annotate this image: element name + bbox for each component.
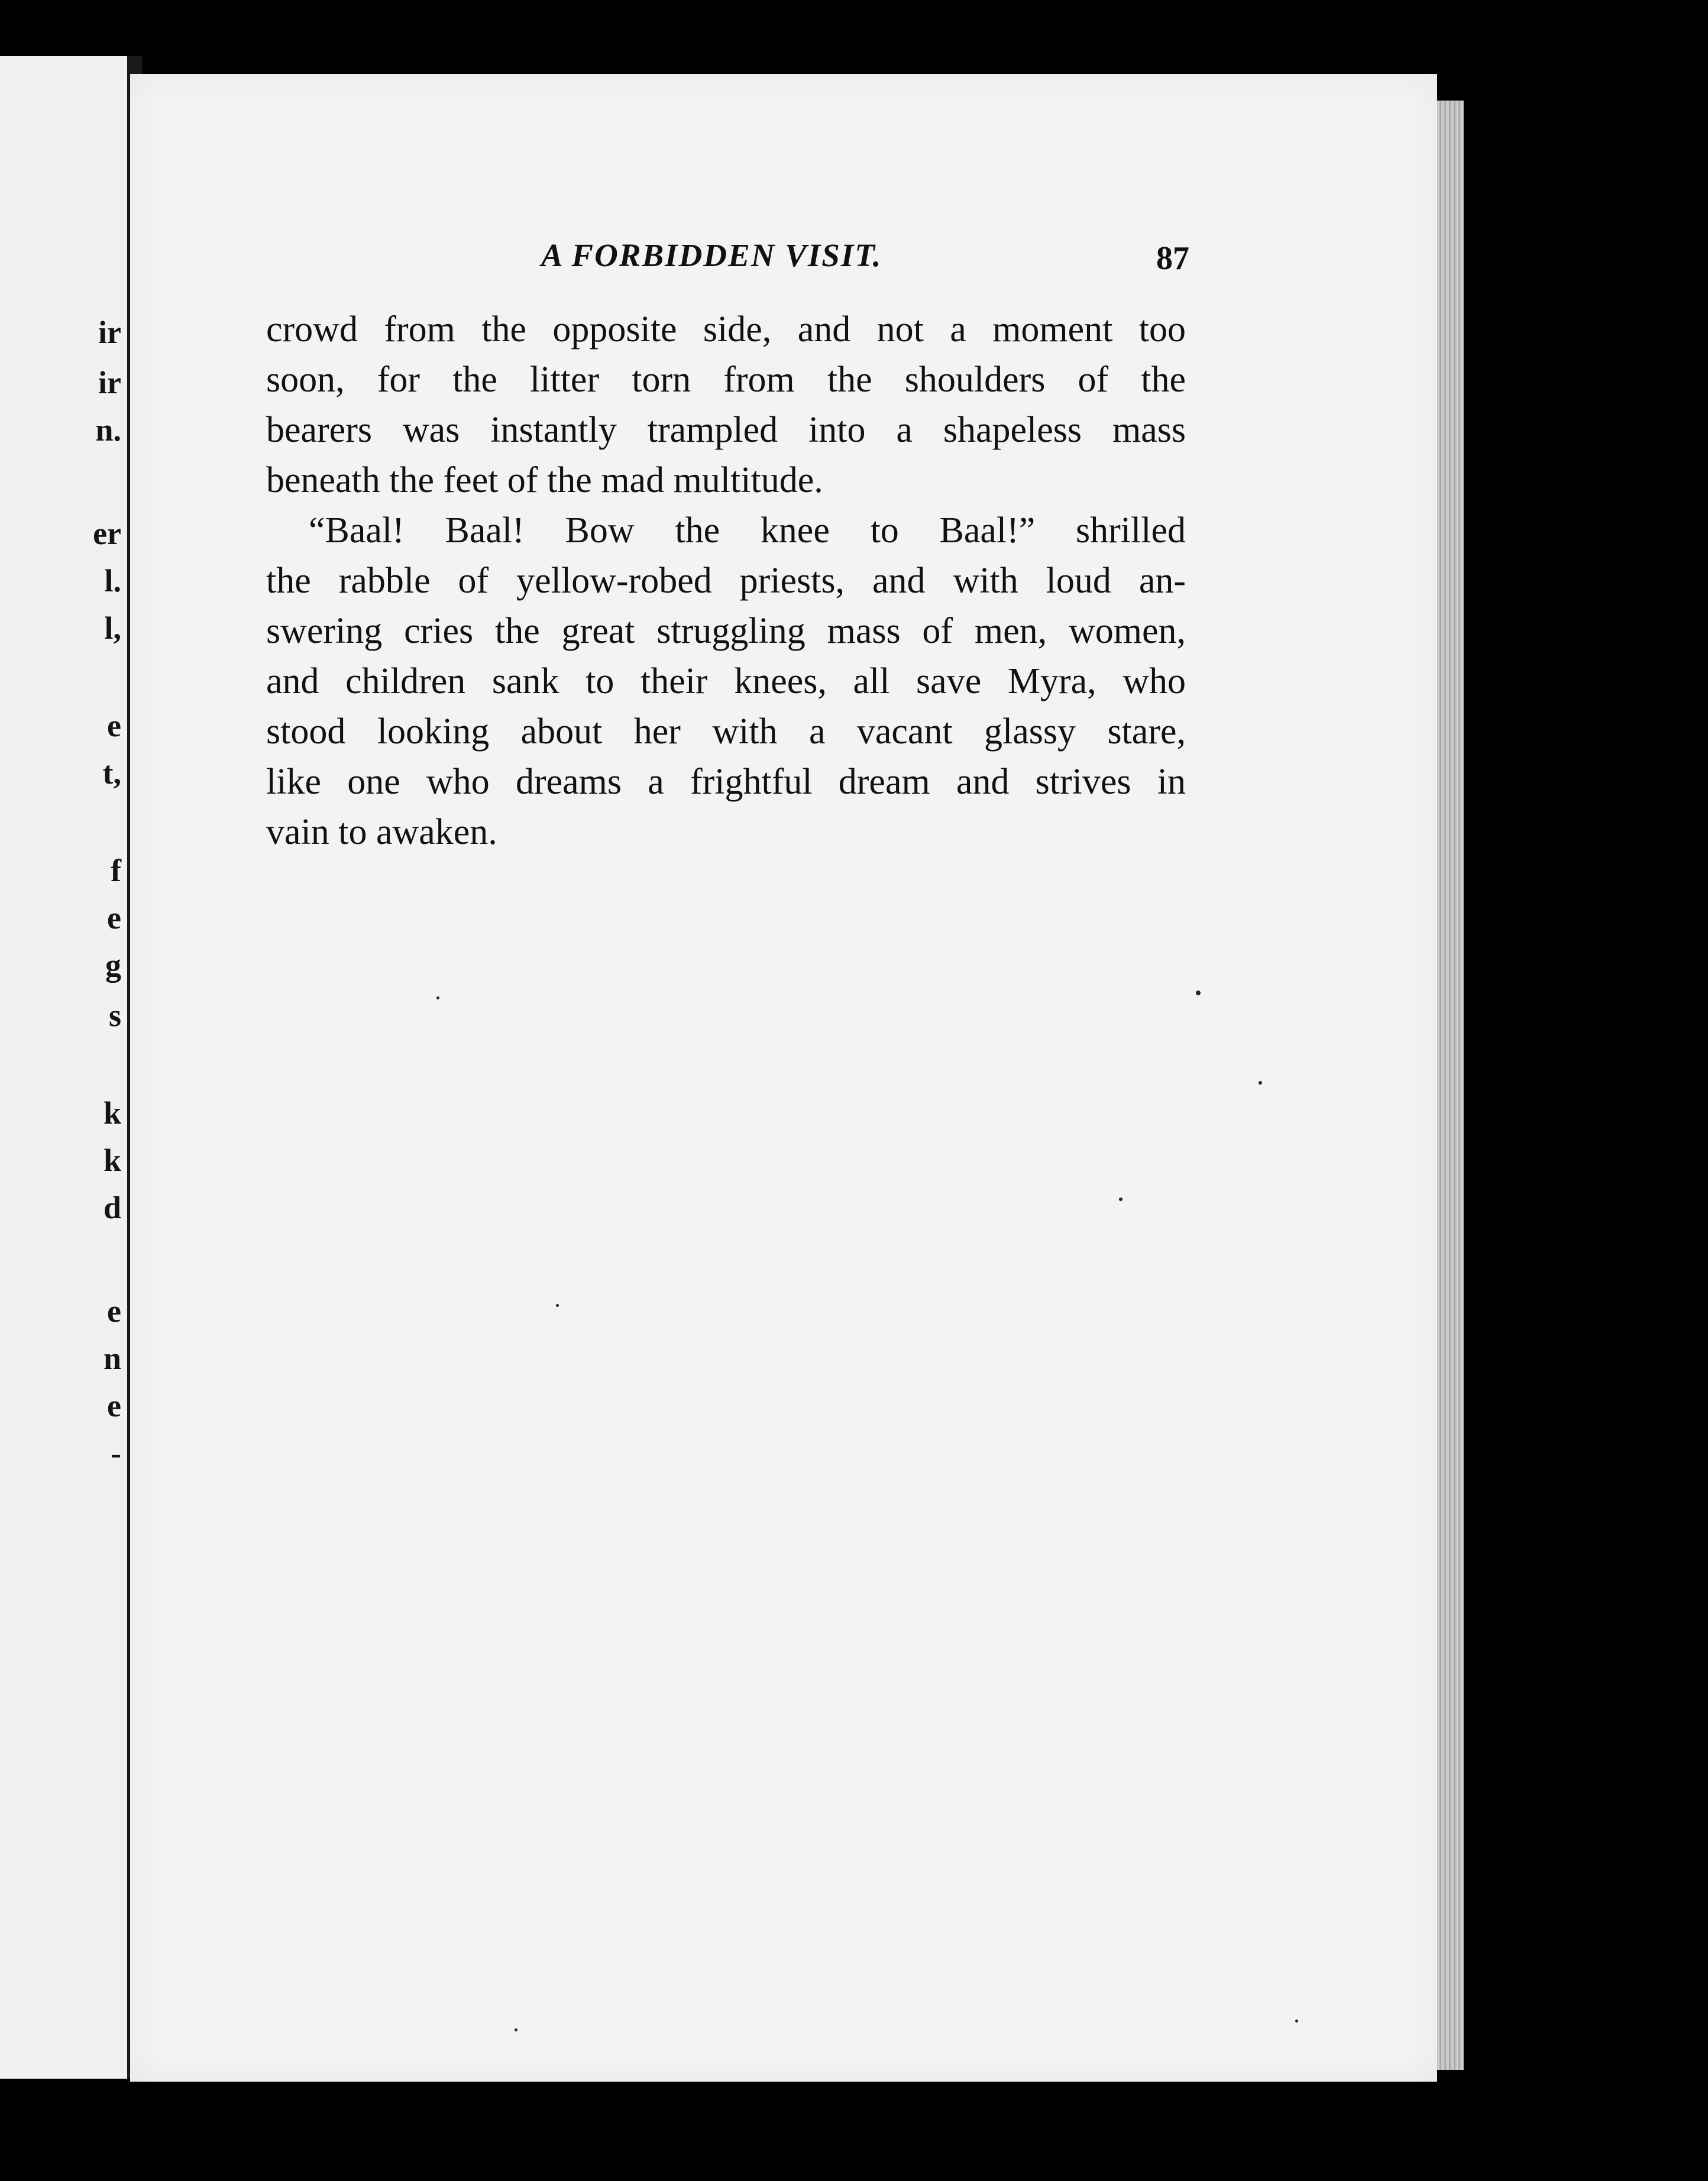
left-page-fragment: l, <box>104 610 121 646</box>
text-line: “Baal! Baal! Bow the knee to Baal!” shrilled <box>309 510 1186 551</box>
text-line: soon, for the litter torn from the shoulders of the <box>266 360 1186 400</box>
left-page-edge <box>0 56 143 2079</box>
left-page-fragment: er <box>93 516 121 551</box>
left-page-fragment: f <box>111 853 121 888</box>
left-page-fragment: ir <box>98 315 121 350</box>
page-number: 87 <box>1156 240 1189 277</box>
text-line: like one who dreams a frightful dream and strives in <box>266 762 1186 802</box>
text-line: bearers was instantly trampled into a shapeless mass <box>266 410 1186 450</box>
scan-speck <box>1119 1198 1123 1201</box>
scan-speck <box>515 2028 517 2031</box>
page-edges <box>1437 101 1464 2070</box>
paragraph <box>266 305 1186 506</box>
left-page-fragment: e <box>107 1388 121 1423</box>
left-page-fragment: s <box>108 998 121 1033</box>
scan-speck <box>1295 2020 1298 2023</box>
left-page-fragment: e <box>107 900 121 936</box>
text-line: beneath the feet of the mad multitude. <box>266 460 823 500</box>
left-page-fragment: g <box>105 947 121 983</box>
scan-speck <box>1196 991 1201 995</box>
scan-speck <box>556 1304 559 1307</box>
paragraph <box>266 506 1186 857</box>
text-line: the rabble of yellow-robed priests, and with loud an- <box>266 561 1186 601</box>
scan-speck <box>436 996 439 999</box>
text-line: and children sank to their knees, all save Myra, who <box>266 661 1186 701</box>
left-page-fragment: d <box>103 1190 121 1225</box>
left-page-fragment: k <box>103 1143 121 1178</box>
running-head: A FORBIDDEN VISIT. <box>541 237 882 273</box>
text-line: vain to awaken. <box>266 812 497 852</box>
body-text <box>266 305 1186 857</box>
left-page-fragment: n <box>103 1341 121 1376</box>
left-page-fragment: ir <box>98 365 121 400</box>
scan-speck <box>1259 1081 1262 1085</box>
left-page-fragment: t, <box>102 755 121 791</box>
left-page-fragment: e <box>107 708 121 743</box>
text-line: swering cries the great struggling mass of men, women, <box>266 611 1186 651</box>
text-line: stood looking about her with a vacant glassy stare, <box>266 711 1186 752</box>
left-page-fragment: n. <box>95 412 121 448</box>
left-page-fragment: l. <box>104 563 121 598</box>
text-line: crowd from the opposite side, and not a moment too <box>266 309 1186 350</box>
left-page-fragment: e <box>107 1293 121 1329</box>
left-page-fragment: k <box>103 1095 121 1131</box>
left-page-fragment: - <box>111 1435 121 1471</box>
